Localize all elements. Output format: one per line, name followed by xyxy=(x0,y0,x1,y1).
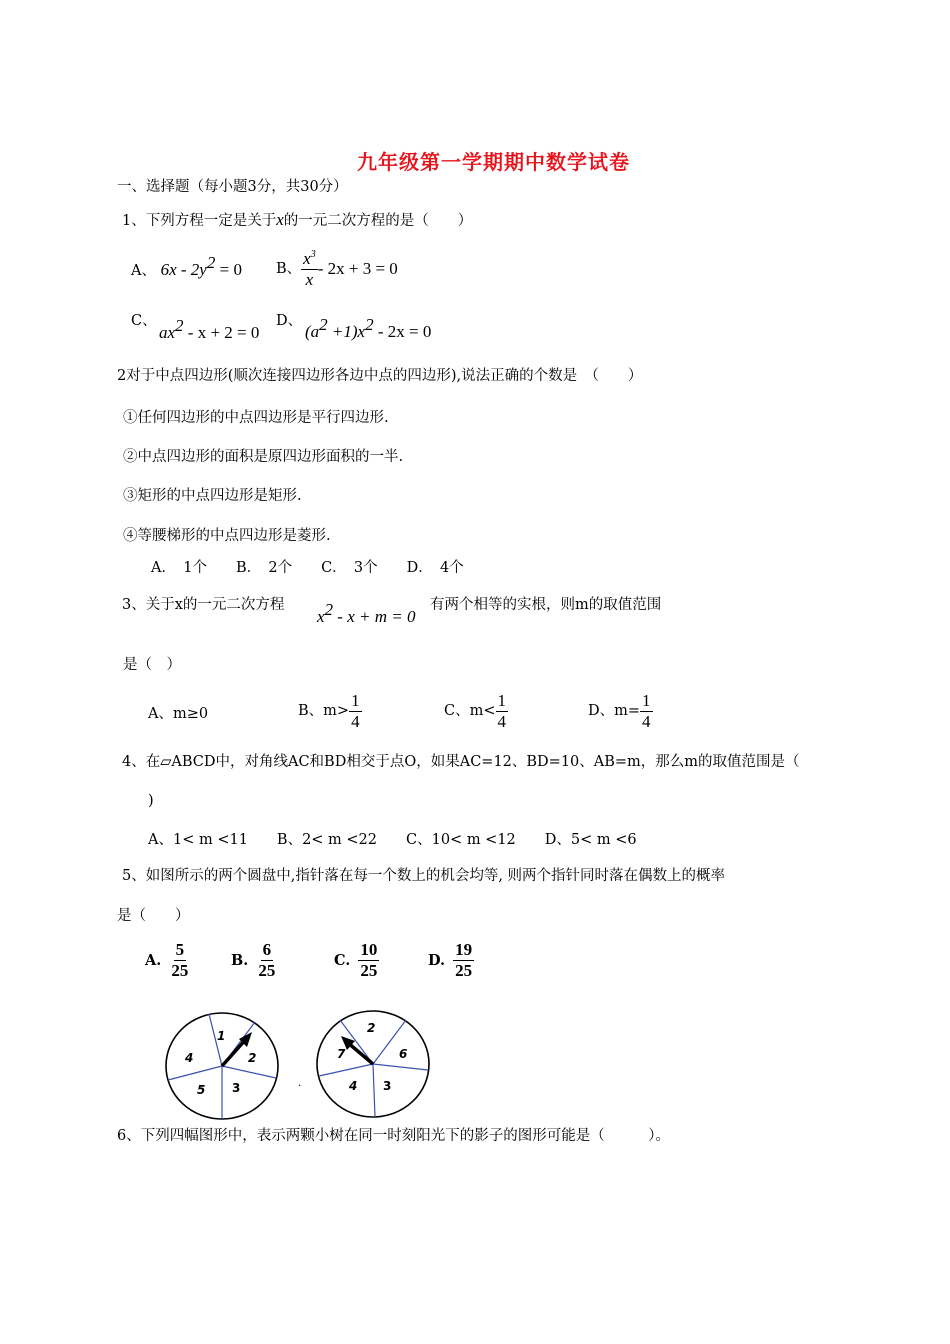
disk-1-number: 3 xyxy=(232,1081,241,1095)
q3-eq-rest: - x + m = 0 xyxy=(333,607,416,626)
q2-statement-3: ③矩形的中点四边形是矩形. xyxy=(123,488,302,504)
q5-a-den: 25 xyxy=(171,960,189,980)
q1-option-d-exp2: 2 xyxy=(365,315,374,334)
q3-option-c xyxy=(444,692,508,731)
q3-equation xyxy=(317,600,416,627)
q5-option-a-fraction xyxy=(169,941,190,980)
q3-option-c-label: C、m< xyxy=(444,702,496,719)
q5-option-a-label: A. xyxy=(145,951,162,969)
q5-b-den: 25 xyxy=(258,960,276,980)
q5-d-num: 19 xyxy=(455,940,473,959)
q5-c-num: 10 xyxy=(360,940,378,959)
q3-d-num: 1 xyxy=(642,691,651,710)
q1-option-d-rest: - 2x = 0 xyxy=(373,322,432,341)
q1-option-a-expr: 6x - 2y xyxy=(160,260,207,279)
spinner-disk-1 xyxy=(162,1010,282,1122)
q1-option-a xyxy=(131,253,242,280)
q5-option-d xyxy=(428,941,474,980)
disk-2-number: 2 xyxy=(367,1021,376,1035)
page-title: 九年级第一学期期中数学试卷 xyxy=(357,150,630,174)
q1-stem-text-end: 的一元二次方程的是（ ） xyxy=(283,213,473,229)
q5-option-b xyxy=(231,941,277,980)
question-4-stem-end: ) xyxy=(148,793,154,809)
q2-statement-1: ①任何四边形的中点四边形是平行四边形. xyxy=(123,410,389,426)
q3-option-d-label: D、m= xyxy=(588,702,641,719)
q1-option-c xyxy=(159,316,260,343)
disk-1-number: 1 xyxy=(217,1029,226,1043)
q5-option-a xyxy=(145,941,190,980)
disk-1-number: 5 xyxy=(197,1083,206,1097)
q1-stem-text: 1、下列方程一定是关于 xyxy=(122,213,277,229)
q3-eq-exp: 2 xyxy=(324,600,334,619)
q1-option-c-rest: - x + 2 = 0 xyxy=(183,323,260,342)
question-5-stem-end: 是（ ） xyxy=(117,908,190,924)
q1-option-b-rest: - 2x + 3 = 0 xyxy=(317,259,398,279)
q1-option-b-fraction xyxy=(301,250,318,289)
q2-statement-4: ④等腰梯形的中点四边形是菱形. xyxy=(123,528,331,544)
question-1-stem xyxy=(122,210,472,230)
q1-option-b-label: B、 xyxy=(276,260,302,277)
question-3-stem: 3、关于x的一元二次方程 xyxy=(122,597,285,613)
q5-option-b-label: B. xyxy=(231,951,249,969)
q5-option-d-fraction xyxy=(453,941,474,980)
q2-options: A． 1个 B． 2个 C． 3个 D． 4个 xyxy=(151,560,464,576)
q1-option-c-expr: ax xyxy=(159,323,176,342)
q5-c-den: 25 xyxy=(360,960,378,980)
q3-option-c-fraction xyxy=(496,692,509,731)
q3-b-den: 4 xyxy=(351,711,360,731)
disk-1-number: 2 xyxy=(248,1051,257,1065)
question-6-stem: 6、下列四幅图形中，表示两颗小树在同一时刻阳光下的影子的图形可能是（ ）。 xyxy=(117,1128,670,1144)
q3-b-num: 1 xyxy=(351,691,360,710)
q1-option-b xyxy=(276,250,398,289)
disk-2-number: 7 xyxy=(337,1047,346,1061)
q1-option-d-label: D、 xyxy=(276,313,303,329)
q3-stem-continued: 有两个相等的实根，则m的取值范围 xyxy=(430,597,662,613)
section-heading: 一、选择题（每小题3分，共30分） xyxy=(117,179,348,195)
disk-1-number: 4 xyxy=(185,1051,194,1065)
question-4-stem: 4、在▱ABCD中，对角线AC和BD相交于点O，如果AC=12、BD=10、AB=m，那么m的取值范围是（ xyxy=(122,754,800,770)
q3-stem-end: 是（ ） xyxy=(123,657,181,673)
q3-option-b xyxy=(298,692,362,731)
separator-dot: · xyxy=(298,1081,302,1092)
q1-option-b-num-exp: 3 xyxy=(310,249,316,260)
q3-eq-x: x xyxy=(317,607,325,626)
q1-option-d xyxy=(305,315,432,342)
q1-option-a-label: A、 xyxy=(131,263,156,279)
q5-option-c-fraction xyxy=(358,941,379,980)
q1-option-b-den: x xyxy=(305,269,314,289)
q3-option-a: A、m≥0 xyxy=(148,706,209,722)
q1-option-a-rest: = 0 xyxy=(215,260,242,279)
q1-option-c-exp: 2 xyxy=(175,316,184,335)
q1-option-a-exp: 2 xyxy=(206,253,216,272)
spinner-disk-2 xyxy=(313,1008,433,1120)
q3-option-d-fraction xyxy=(640,692,653,731)
q1-option-c-label: C、 xyxy=(131,313,157,329)
q2-statement-2: ②中点四边形的面积是原四边形面积的一半. xyxy=(123,449,404,465)
q3-c-num: 1 xyxy=(497,691,506,710)
q3-d-den: 4 xyxy=(642,711,651,731)
q1-variable: x xyxy=(276,210,284,229)
q3-c-den: 4 xyxy=(497,711,506,731)
q5-option-c xyxy=(334,941,379,980)
q5-d-den: 25 xyxy=(455,960,473,980)
q1-option-d-mid: +1)x xyxy=(327,322,366,341)
q5-a-num: 5 xyxy=(175,940,185,959)
question-5-stem: 5、如图所示的两个圆盘中,指针落在每一个数上的机会均等, 则两个指针同时落在偶数上的概率 xyxy=(122,868,726,884)
q5-option-b-fraction xyxy=(256,941,277,980)
q3-option-d xyxy=(588,692,653,731)
q1-option-b-num: x xyxy=(303,249,311,268)
question-2-stem: 2对于中点四边形(顺次连接四边形各边中点的四边形),说法正确的个数是 （ ） xyxy=(117,368,643,384)
q5-option-c-label: C. xyxy=(334,951,351,969)
disk-2-number: 3 xyxy=(383,1079,392,1093)
disk-2-number: 4 xyxy=(349,1079,358,1093)
q5-b-num: 6 xyxy=(262,940,272,959)
q1-option-d-open: (a xyxy=(305,322,320,341)
q5-option-d-label: D. xyxy=(428,951,446,969)
q4-options: A、1< m <11 B、2< m <22 C、10< m <12 D、5< m <6 xyxy=(148,832,637,848)
q1-option-d-exp1: 2 xyxy=(319,315,328,334)
q3-option-b-fraction xyxy=(349,692,362,731)
disk-2-number: 6 xyxy=(399,1047,408,1061)
q3-option-b-label: B、m> xyxy=(298,702,350,719)
